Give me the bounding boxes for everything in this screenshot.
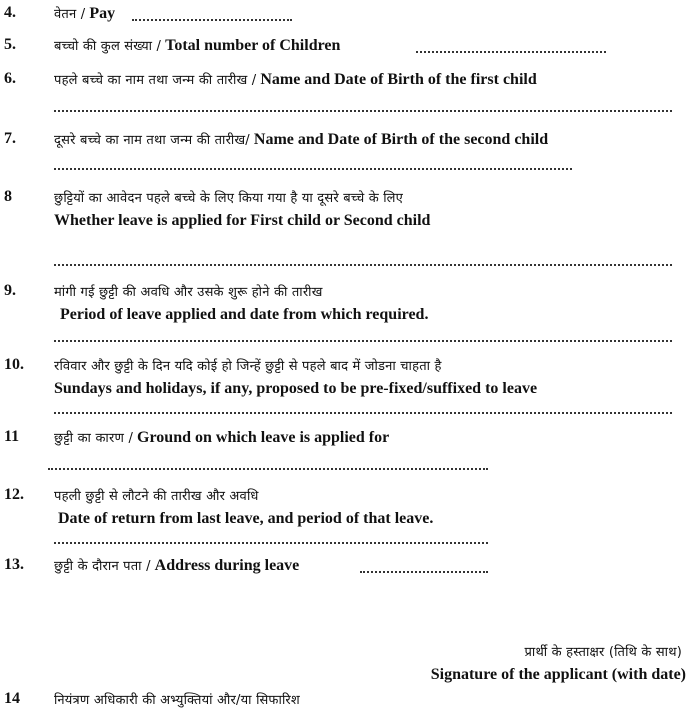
item-number-10: 10.	[4, 356, 24, 373]
item-12-fill-line[interactable]	[54, 542, 488, 544]
item-6-fill-line[interactable]	[54, 110, 672, 112]
item-6-label	[54, 70, 537, 89]
item-9-hindi: मांगी गई छुट्टी की अवधि और उसके शुरू होने की तारीख	[54, 285, 323, 300]
item-12-english: Date of return from last leave, and period of that leave.	[58, 510, 434, 527]
item-5-hindi: बच्चो की कुल संख्या /	[54, 39, 162, 54]
item-8-hindi: छुट्टियों का आवेदन पहले बच्चे के लिए किया गया है या दूसरे बच्चे के लिए	[54, 191, 404, 206]
item-4-english: Pay	[89, 5, 116, 22]
item-7-label	[54, 130, 548, 149]
item-5-fill-line[interactable]	[416, 51, 606, 53]
item-6-hindi: पहले बच्चे का नाम तथा जन्म की तारीख /	[54, 73, 257, 88]
item-9-english: Period of leave applied and date from which required.	[60, 306, 429, 323]
item-12-hindi: पहली छुट्टी से लौटने की तारीख और अवधि	[54, 489, 259, 504]
item-13-fill-line[interactable]	[360, 571, 488, 573]
item-7-hindi: दूसरे बच्चे का नाम तथा जन्म की तारीख/	[54, 133, 250, 148]
item-number-12: 12.	[4, 486, 24, 503]
item-7-fill-line[interactable]	[54, 168, 572, 170]
item-8-fill-line[interactable]	[54, 264, 672, 266]
item-number-9: 9.	[4, 282, 16, 299]
item-11-fill-line[interactable]	[48, 468, 488, 470]
item-11-label	[54, 428, 389, 447]
item-number-4: 4.	[4, 4, 16, 21]
item-6-english: Name and Date of Birth of the first child	[260, 71, 537, 88]
item-number-11: 11	[4, 428, 20, 445]
item-10-fill-line[interactable]	[54, 412, 672, 414]
item-4-label	[54, 4, 115, 23]
item-13-hindi: छुट्टी के दौरान पता /	[54, 559, 151, 574]
item-13-label	[54, 556, 299, 575]
item-number-5: 5.	[4, 36, 16, 53]
item-5-english: Total number of Children	[165, 37, 341, 54]
item-11-hindi: छुट्टी का कारण /	[54, 431, 134, 446]
item-number-7: 7.	[4, 130, 16, 147]
item-10-english: Sundays and holidays, if any, proposed to be pre-fixed/suffixed to leave	[54, 380, 538, 397]
item-4-fill-line[interactable]	[132, 19, 292, 21]
item-number-6: 6.	[4, 70, 16, 87]
item-14-hindi: नियंत्रण अधिकारी की अभ्युक्तियां और/या सिफारिश	[54, 693, 300, 708]
item-4-hindi: वेतन /	[54, 7, 86, 22]
item-13-english: Address during leave	[154, 557, 300, 574]
item-number-13: 13.	[4, 556, 24, 573]
signature-english: Signature of the applicant (with date)	[430, 666, 686, 683]
item-9-fill-line[interactable]	[54, 340, 672, 342]
item-10-hindi: रविवार और छुट्टी के दिन यदि कोई हो जिन्हें छुट्टी से पहले बाद में जोडना चाहता है	[54, 359, 442, 374]
item-11-english: Ground on which leave is applied for	[137, 429, 390, 446]
item-7-english: Name and Date of Birth of the second child	[253, 131, 549, 148]
signature-hindi: प्रार्थी के हस्ताक्षर (तिथि के साथ)	[524, 645, 682, 660]
item-number-8: 8	[4, 188, 12, 205]
item-number-14: 14	[4, 690, 20, 707]
item-5-label	[54, 36, 340, 55]
item-8-english: Whether leave is applied for First child or Second child	[54, 212, 431, 229]
